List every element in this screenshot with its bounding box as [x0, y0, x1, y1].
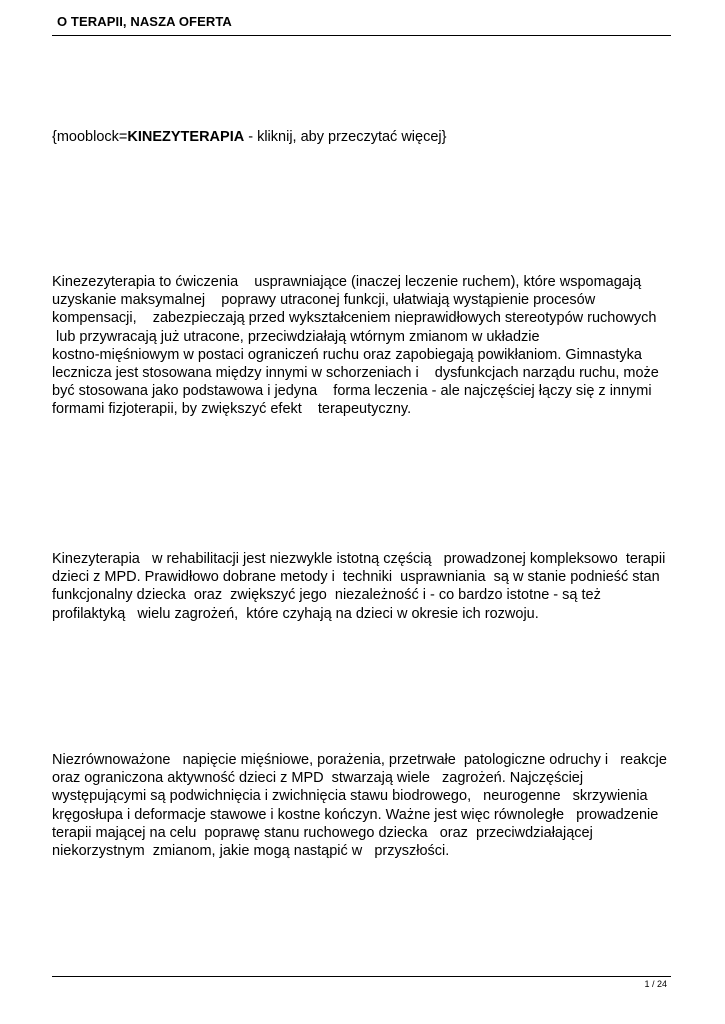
text-line: terapii mającej na celu poprawę stanu ruchowego dziecka oraz przeciwdziałającej [52, 824, 593, 841]
text-line: kostno-mięśniowym w postaci ograniczeń ruchu oraz zapobiegają powikłaniom. Gimnastyka [52, 346, 642, 363]
text-line: funkcjonalny dziecka oraz zwiększyć jego niezależność i - co bardzo istotne - są też [52, 587, 601, 604]
mooblock-keyword: KINEZYTERAPIA [127, 129, 245, 145]
text-line: Kinezyterapia w rehabilitacji jest niezwykle istotną częścią prowadzonej kompleksowo terapii [52, 551, 666, 567]
text-line: występującymi są podwichnięcia i zwichnięcia stawu biodrowego, neurogenne skrzywienia [52, 788, 648, 805]
header-divider [52, 35, 671, 36]
text-line: oraz ograniczona aktywność dzieci z MPD stwarzają wiele zagrożeń. Najczęściej [52, 770, 584, 787]
mooblock-prefix: {mooblock= [52, 129, 128, 145]
text-line: dzieci z MPD. Prawidłowo dobrane metody i techniki usprawniania są w stanie podnieść stan [52, 569, 660, 586]
page-number: 1 / 24 [644, 979, 667, 989]
paragraph-rehabilitation-mpd [52, 550, 677, 623]
text-line: kręgosłupa i deformacje stawowe i kostne kończyn. Ważne jest więc równoległe prowadzenie [52, 806, 659, 823]
paragraph-risks-therapy [52, 751, 677, 860]
text-line: Niezrównoważone napięcie mięśniowe, porażenia, przetrwałe patologiczne odruchy i reakcje [52, 752, 667, 768]
footer-divider [52, 976, 671, 977]
page-header-title: O TERAPII, NASZA OFERTA [57, 14, 232, 29]
paragraph-kinezyterapia-definition [52, 273, 677, 419]
text-line: być stosowana jako podstawowa i jedyna forma leczenia - ale najczęściej łączy się z innymi [52, 383, 652, 400]
text-line: Kinezezyterapia to ćwiczenia usprawniające (inaczej leczenie ruchem), które wspomagają [52, 274, 642, 290]
mooblock-suffix: - kliknij, aby przeczytać więcej} [244, 129, 447, 145]
mooblock-link[interactable] [52, 127, 446, 147]
text-line: profilaktyką wielu zagrożeń, które czyhają na dzieci w okresie ich rozwoju. [52, 605, 539, 622]
text-line: niekorzystnym zmianom, jakie mogą nastąpić w przyszłości. [52, 843, 450, 860]
text-line: lecznicza jest stosowana między innymi w schorzeniach i dysfunkcjach narządu ruchu, może [52, 365, 659, 382]
text-line: kompensacji, zabezpieczają przed wykształceniem nieprawidłowych stereotypów ruchowych [52, 310, 657, 327]
text-line: uzyskanie maksymalnej poprawy utraconej funkcji, ułatwiają wystąpienie procesów [52, 292, 596, 309]
text-line: formami fizjoterapii, by zwiększyć efekt terapeutyczny. [52, 401, 412, 418]
text-line: lub przywracają już utracone, przeciwdziałają wtórnym zmianom w układzie [52, 328, 540, 345]
